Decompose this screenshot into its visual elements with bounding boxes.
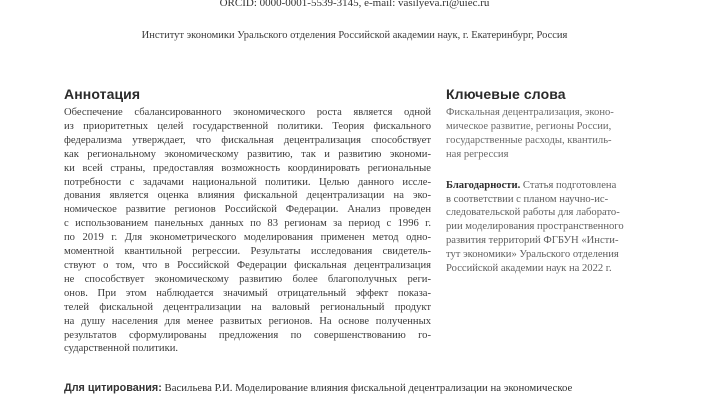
abstract-line: телей фискальной децентрализации на валовый региональный продукт	[64, 301, 431, 313]
abstract-line: сударственной политики.	[64, 343, 179, 355]
abstract-line: онов. При этом наблюдается значимый отрицательный эффект показа-	[64, 287, 431, 299]
keywords-line: Фискальная децентрализация, эконо-	[446, 107, 614, 118]
citation-text: Васильева Р.И. Моделирование влияния фискальной децентрализации на экономическое	[161, 382, 573, 394]
abstract-title: Аннотация	[64, 86, 141, 102]
acknowledgments-line: рии моделирования пространственного	[446, 221, 624, 233]
sidebar-column	[446, 86, 651, 276]
acknowledgments-line: Российской академии наук на 2022 г.	[446, 263, 612, 275]
acknowledgments-first-line	[446, 179, 651, 193]
acknowledgments-section	[446, 179, 651, 276]
keywords-body	[446, 106, 651, 162]
abstract-line: ствуют о том, что в Российской Федерации фискальная децентрализация	[64, 259, 431, 271]
keywords-line: ная регрессия	[446, 148, 509, 160]
abstract-body	[64, 106, 431, 356]
abstract-line: дования является оценка влияния фискальной децентрализации на эко-	[64, 190, 431, 202]
abstract-line: как региональному экономическому развитию, так и развитию экономи-	[64, 148, 431, 160]
abstract-section	[64, 86, 431, 356]
acknowledgments-line: развития территорий ФГБУН «Инсти-	[446, 235, 619, 247]
acknowledgments-line: тут экономики» Уральского отделения	[446, 249, 619, 261]
abstract-line: потребности с задачами национальной политики. Целью данного иссле-	[64, 176, 431, 188]
abstract-line: результатов сформулированы предложения по совершенствованию го-	[64, 329, 431, 341]
abstract-line: на душу населения для менее развитых регионов. На основе полученных	[64, 315, 431, 327]
abstract-line: ки всей страны, предоставляя возможность координировать региональные	[64, 162, 431, 174]
abstract-line: Обеспечение сбалансированного экономического роста является одной	[64, 107, 431, 118]
keywords-line: государственные расходы, квантиль-	[446, 134, 612, 146]
abstract-line: федерализма утверждает, что фискальная децентрализация способствует	[64, 134, 431, 146]
abstract-line: моментной квантильной регрессии. Результаты исследования свидетель-	[64, 246, 431, 258]
citation-label: Для цитирования:	[64, 382, 162, 394]
abstract-line: не способствует экономическому развитию более благополучных реги-	[64, 273, 431, 285]
acknowledgments-line: в соответствии с планом научно-ис-	[446, 193, 609, 205]
abstract-line: по 2019 г. Для эконометрического моделирования применен метод одно-	[64, 232, 431, 244]
abstract-line: с использованием панельных данных по 83 регионам за период с 1996 г.	[64, 218, 431, 230]
acknowledgments-body	[446, 179, 651, 276]
acknowledgments-line: следовательской работы для лаборато-	[446, 207, 620, 219]
acknowledgments-heading: Благодарности.	[446, 179, 521, 191]
keywords-line: мическое развитие, регионы России,	[446, 120, 612, 132]
institute-affiliation: Институт экономики Уральского отделения Российской академии наук, г. Екатеринбург, Россия	[141, 30, 568, 41]
abstract-line: из приоритетных целей государственной политики. Теория фискального	[64, 120, 431, 132]
orcid-line: ORCID: 0000-0001-5539-3145, e-mail: vasilyeva.ri@uiec.ru	[219, 0, 490, 9]
keywords-title: Ключевые слова	[446, 86, 566, 102]
abstract-line: номическое развитие регионов Российской Федерации. Анализ проведен	[64, 204, 431, 216]
citation-line	[64, 381, 654, 395]
acknowledgments-first-line-text: Статья подготовлена	[520, 179, 617, 191]
